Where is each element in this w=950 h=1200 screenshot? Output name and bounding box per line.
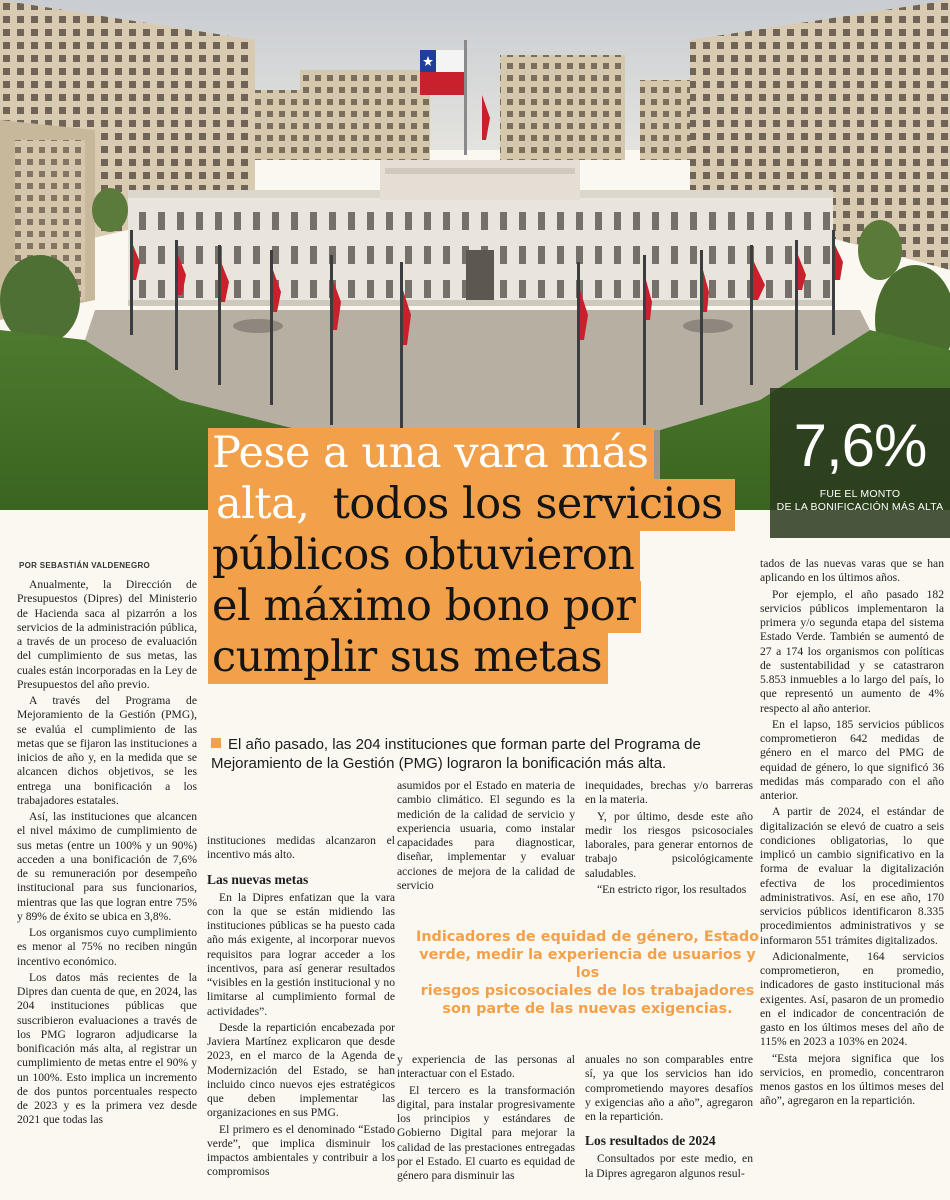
paragraph: A través del Programa de Mejoramiento de la Gestión (PMG), se evalúa el cumplimiento de las metas que se fijaron las instituciones a inicios de año y, en la medida que se alcancen dichos objetivos, se les entrega una bonificación a los trabajadores estatales.: [17, 694, 197, 807]
paragraph: En la Dipres enfatizan que la vara con la que se están midiendo las instituciones públicas se ha puesto cada año más exigente, al incorporar nuevos requisitos para lograr acceder a los incentivos, para así generar resultados “visibles en la gestión institucional y no limitarse al cumplimiento formal de actividades”.: [207, 890, 395, 1018]
article-column-5: [760, 557, 944, 1111]
pull-quote-line-1: Indicadores de equidad de género, Estado: [415, 929, 760, 945]
paragraph: El primero es el denominado “Estado verde”, que implica disminuir los impactos ambientales y contribuir a los compromisos: [207, 1122, 395, 1179]
paragraph: Adicionalmente, 164 servicios comprometieron, en promedio, indicadores de gasto institucional más exigentes. Así, pasaron de un promedio en el indicador de concentración de gasto en los últimos meses del año de 115% en 2023 a 103% en 2024.: [760, 949, 944, 1049]
paragraph: Desde la repartición encabezada por Javiera Martínez explicaron que desde 2023, en el marco de la Agenda de Modernización del Estado, se han incluido cinco nuevos ejes estratégicos que deben implementar las organizaciones en sus PMG.: [207, 1020, 395, 1120]
pull-quote-line-3: riesgos psicosociales de los trabajadores: [420, 983, 755, 999]
paragraph: anuales no son comparables entre sí, ya que los servicios han ido comprometiendo mayores desafíos y exigencias año a año”, agregaron en la repartición.: [585, 1053, 753, 1123]
pull-quote-line-2: verde, medir la experiencia de usuarios y los: [419, 947, 756, 981]
paragraph: En el lapso, 185 servicios públicos comprometieron 642 medidas de género en el marco del PMG de equidad de género, lo que significó 36 medidas más comparado con el año anterior.: [760, 717, 944, 802]
paragraph: Los datos más recientes de la Dipres dan cuenta de que, en 2024, las 204 instituciones públicas que suscribieron evaluaciones a través de los PMG lograron adjudicarse la bonificación más alta, al registrar un cumplimiento de metas entre el 90% y un 100%. Esto implica un incremento de dos puntos porcentuales respecto de 2023 y es la primera vez desde 2021 que todas las: [17, 970, 197, 1127]
paragraph: inequidades, brechas y/o barreras en la materia.: [585, 779, 753, 807]
paragraph: A partir de 2024, el estándar de digitalización se elevó de cuatro a seis condiciones obligatorias, lo que implicó un cambio significativo en la forma de evaluar la digitalización efectiva de los procedimientos administrativos. Así, en ese año, 170 servicios públicos identificaron 8.335 procedimientos administrativos y se informaron 551 trámites digitalizados.: [760, 805, 944, 947]
article-column-4-bottom: [585, 1053, 753, 1183]
stat-caption-line-1: FUE EL MONTO: [819, 488, 901, 500]
paragraph: “Esta mejora significa que los servicios, en promedio, concentraron menos gastos en los últimos meses del año”, agregaron en la repartición.: [760, 1051, 944, 1108]
paragraph: instituciones medidas alcanzaron el incentivo más alto.: [207, 834, 395, 862]
article-column-2: [207, 834, 395, 1182]
paragraph: El tercero es la transformación digital, para instalar progresivamente los principios y estándares de Gobierno Digital para mejorar la calidad de las prestaciones entregadas por el Estado. El cuarto es equidad de género para disminuir las: [397, 1083, 575, 1182]
paragraph: Los organismos cuyo cumplimiento es menor al 75% no reciben ningún incentivo económico.: [17, 926, 197, 968]
paragraph: Así, las instituciones que alcancen el nivel máximo de cumplimiento de sus metas (entre un 100% y un 90%) acceden a una bonificación de 7,6% de su remuneración por desempeño institucional para sus funcionarios, mientras que las que logran entre 75% y 89% de éxito se ubica en 3,8%.: [17, 810, 197, 923]
article-column-3-bottom: [397, 1053, 575, 1185]
paragraph: Y, por último, desde este año medir los riesgos psicosociales laborales, para generar entornos de trabajo psicológicamente saludables.: [585, 809, 753, 880]
stat-caption: [770, 488, 950, 514]
headline-line-3: públicos obtuvieron: [208, 530, 768, 581]
subheading-nuevas-metas: Las nuevas metas: [207, 871, 309, 887]
headline-line-1: Pese a una vara más: [208, 428, 768, 479]
subheading-resultados-2024: Los resultados de 2024: [585, 1133, 716, 1149]
bullet-square-icon: [211, 738, 221, 748]
paragraph: “En estricto rigor, los resultados: [597, 882, 747, 896]
pull-quote: [410, 928, 765, 1018]
stat-value: 7,6%: [793, 412, 927, 479]
byline: POR SEBASTIÁN VALDENEGRO: [19, 561, 151, 570]
article-column-3-top: [397, 779, 575, 895]
headline: [208, 428, 768, 683]
headline-line-4: el máximo bono por: [208, 581, 768, 632]
paragraph: Por ejemplo, el año pasado 182 servicios públicos implementaron la primera y/o segunda etapa del sistema Estado Verde. También se aumentó de 27 a 174 los organismos con políticas de sustentabilidad y se catastraron 5.853 inmuebles a lo largo del país, lo que representó un aumento de 4% respecto al año anterior.: [760, 587, 944, 715]
article-column-4-top: [585, 779, 753, 899]
summary-lead: [211, 735, 756, 773]
stat-caption-line-2: DE LA BONIFICACIÓN MÁS ALTA: [776, 501, 944, 513]
headline-line-2: alta, todos los servicios: [208, 479, 768, 530]
pull-quote-line-4: son parte de las nuevas exigencias.: [442, 1001, 733, 1017]
summary-text: El año pasado, las 204 instituciones que forman parte del Programa de Mejoramiento de la Gestión (PMG) lograron la bonificación más alta.: [211, 736, 701, 772]
stat-box: [770, 388, 950, 538]
paragraph: Anualmente, la Dirección de Presupuestos (Dipres) del Ministerio de Hacienda saca al pizarrón a los servicios de la administración pública, a través de un proceso de evaluación del cumplimiento de sus metas, las cuales están incorporadas en la Ley de Presupuestos del año previo.: [17, 578, 197, 691]
paragraph: y experiencia de las personas al interactuar con el Estado.: [397, 1053, 575, 1081]
paragraph: Consultados por este medio, en la Dipres agregaron algunos resul-: [585, 1152, 753, 1180]
paragraph: asumidos por el Estado en materia de cambio climático. El segundo es la medición de la calidad de servicio y experiencia usuaria, como instalar capacidades para diagnosticar, diseñar, implementar y evaluar acciones de mejora de la calidad de servicio: [397, 779, 575, 892]
paragraph: tados de las nuevas varas que se han aplicando en los últimos años.: [760, 557, 944, 585]
headline-line-5: cumplir sus metas: [208, 632, 768, 683]
article-column-1: [17, 578, 197, 1130]
